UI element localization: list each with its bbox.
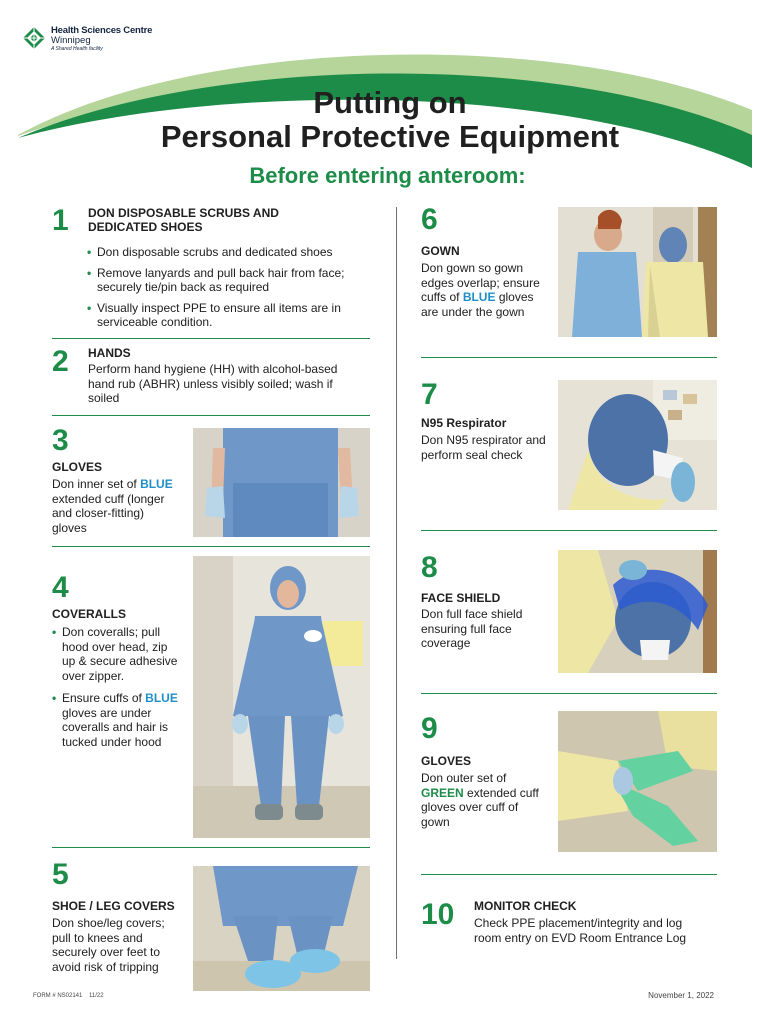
step-9-number: 9 [421, 712, 438, 745]
step-4-bullet2-post: gloves are under coveralls and hair is tucked under hood [62, 705, 169, 749]
step-6-heading: GOWN [421, 244, 460, 258]
step-6-glove-color: BLUE [462, 290, 496, 304]
step-divider [52, 415, 370, 416]
step-5-number: 5 [52, 858, 69, 891]
step-9-text-pre: Don outer set of [421, 771, 507, 785]
step-7-photo [558, 380, 717, 510]
form-number [33, 993, 104, 999]
step-1-bullets [87, 245, 377, 336]
step-2-heading: HANDS [88, 346, 131, 360]
step-divider [421, 874, 717, 875]
page-subtitle: Before entering anteroom: [249, 163, 526, 188]
step-6-number: 6 [421, 203, 438, 236]
step-4-bullet [52, 691, 184, 749]
step-1-number: 1 [52, 204, 69, 237]
step-4-photo [193, 556, 370, 838]
step-5-photo [193, 866, 370, 991]
step-divider [421, 530, 717, 531]
step-divider [52, 338, 370, 339]
page-title-line2: Personal Protective Equipment [160, 119, 620, 154]
step-5-heading: SHOE / LEG COVERS [52, 899, 175, 913]
column-divider [396, 207, 397, 959]
step-1-heading-line2: DEDICATED SHOES [88, 220, 203, 234]
org-city: Winnipeg [51, 35, 91, 46]
step-1-bullet: • Remove lanyards and pull back hair from face; securely tie/pin back as required [87, 266, 377, 295]
step-9-heading: GLOVES [421, 754, 472, 768]
step-4-bullet: • Don coveralls; pull hood over head, zip up & secure adhesive over zipper. [52, 625, 184, 683]
form-code: FORM # NS02141 [33, 993, 83, 999]
step-7-heading: N95 Respirator [421, 416, 507, 430]
step-divider [52, 847, 370, 848]
form-revision: 11/22 [89, 993, 104, 999]
org-tagline: A Shared Health facility [51, 46, 103, 52]
step-6-photo [558, 207, 717, 337]
step-10-number: 10 [421, 898, 455, 931]
step-10-text: Check PPE placement/integrity and log room entry on EVD Room Entrance Log [474, 916, 687, 945]
step-1-heading-line1: DON DISPOSABLE SCRUBS AND [88, 206, 279, 220]
step-divider [421, 693, 717, 694]
step-7-number: 7 [421, 378, 438, 411]
step-3-photo [193, 428, 370, 537]
step-2-text: Perform hand hygiene (HH) with alcohol-based hand rub (ABHR) unless visibly soiled; wash if soiled [88, 362, 338, 405]
step-4-number: 4 [52, 571, 69, 604]
step-3-text [52, 477, 180, 535]
step-8-photo [558, 550, 717, 673]
step-divider [421, 357, 717, 358]
step-3-glove-color: BLUE [140, 477, 173, 491]
step-4-heading: COVERALLS [52, 607, 127, 621]
step-10-heading: MONITOR CHECK [474, 899, 577, 913]
page-title-line1: Putting on [313, 85, 467, 120]
step-9-text [421, 771, 549, 829]
step-7-text: Don N95 respirator and perform seal check [421, 433, 546, 462]
step-3-heading: GLOVES [52, 460, 103, 474]
step-1-bullet: • Visually inspect PPE to ensure all items are in serviceable condition. [87, 301, 377, 330]
step-6-text-post: gloves are under the gown [421, 290, 534, 319]
step-9-photo [558, 711, 717, 852]
step-8-text: Don full face shield ensuring full face coverage [421, 607, 523, 650]
step-6-text-pre: Don gown so gown edges overlap; ensure cuffs of [421, 261, 540, 304]
step-2-number: 2 [52, 345, 69, 378]
step-4-glove-color: BLUE [145, 691, 178, 705]
step-6-text [421, 261, 549, 319]
step-1-bullet: • Don disposable scrubs and dedicated shoes [87, 245, 377, 260]
step-4-bullet2-pre: Ensure cuffs of [62, 691, 146, 705]
step-9-text-post: extended cuff gloves over cuff of gown [421, 785, 539, 829]
step-3-text-post: extended cuff (longer and closer-fitting) gloves [52, 491, 165, 535]
step-5-text: Don shoe/leg covers; pull to knees and securely over feet to avoid risk of tripping [52, 916, 165, 974]
step-4-bullets [52, 625, 184, 757]
footer-date: November 1, 2022 [648, 991, 714, 1000]
step-3-text-pre: Don inner set of [52, 477, 141, 491]
step-8-heading: FACE SHIELD [421, 591, 501, 605]
step-9-glove-color: GREEN [421, 785, 464, 800]
step-8-number: 8 [421, 551, 438, 584]
org-name: Health Sciences Centre [51, 25, 153, 36]
step-divider [52, 546, 370, 547]
step-3-number: 3 [52, 424, 69, 457]
